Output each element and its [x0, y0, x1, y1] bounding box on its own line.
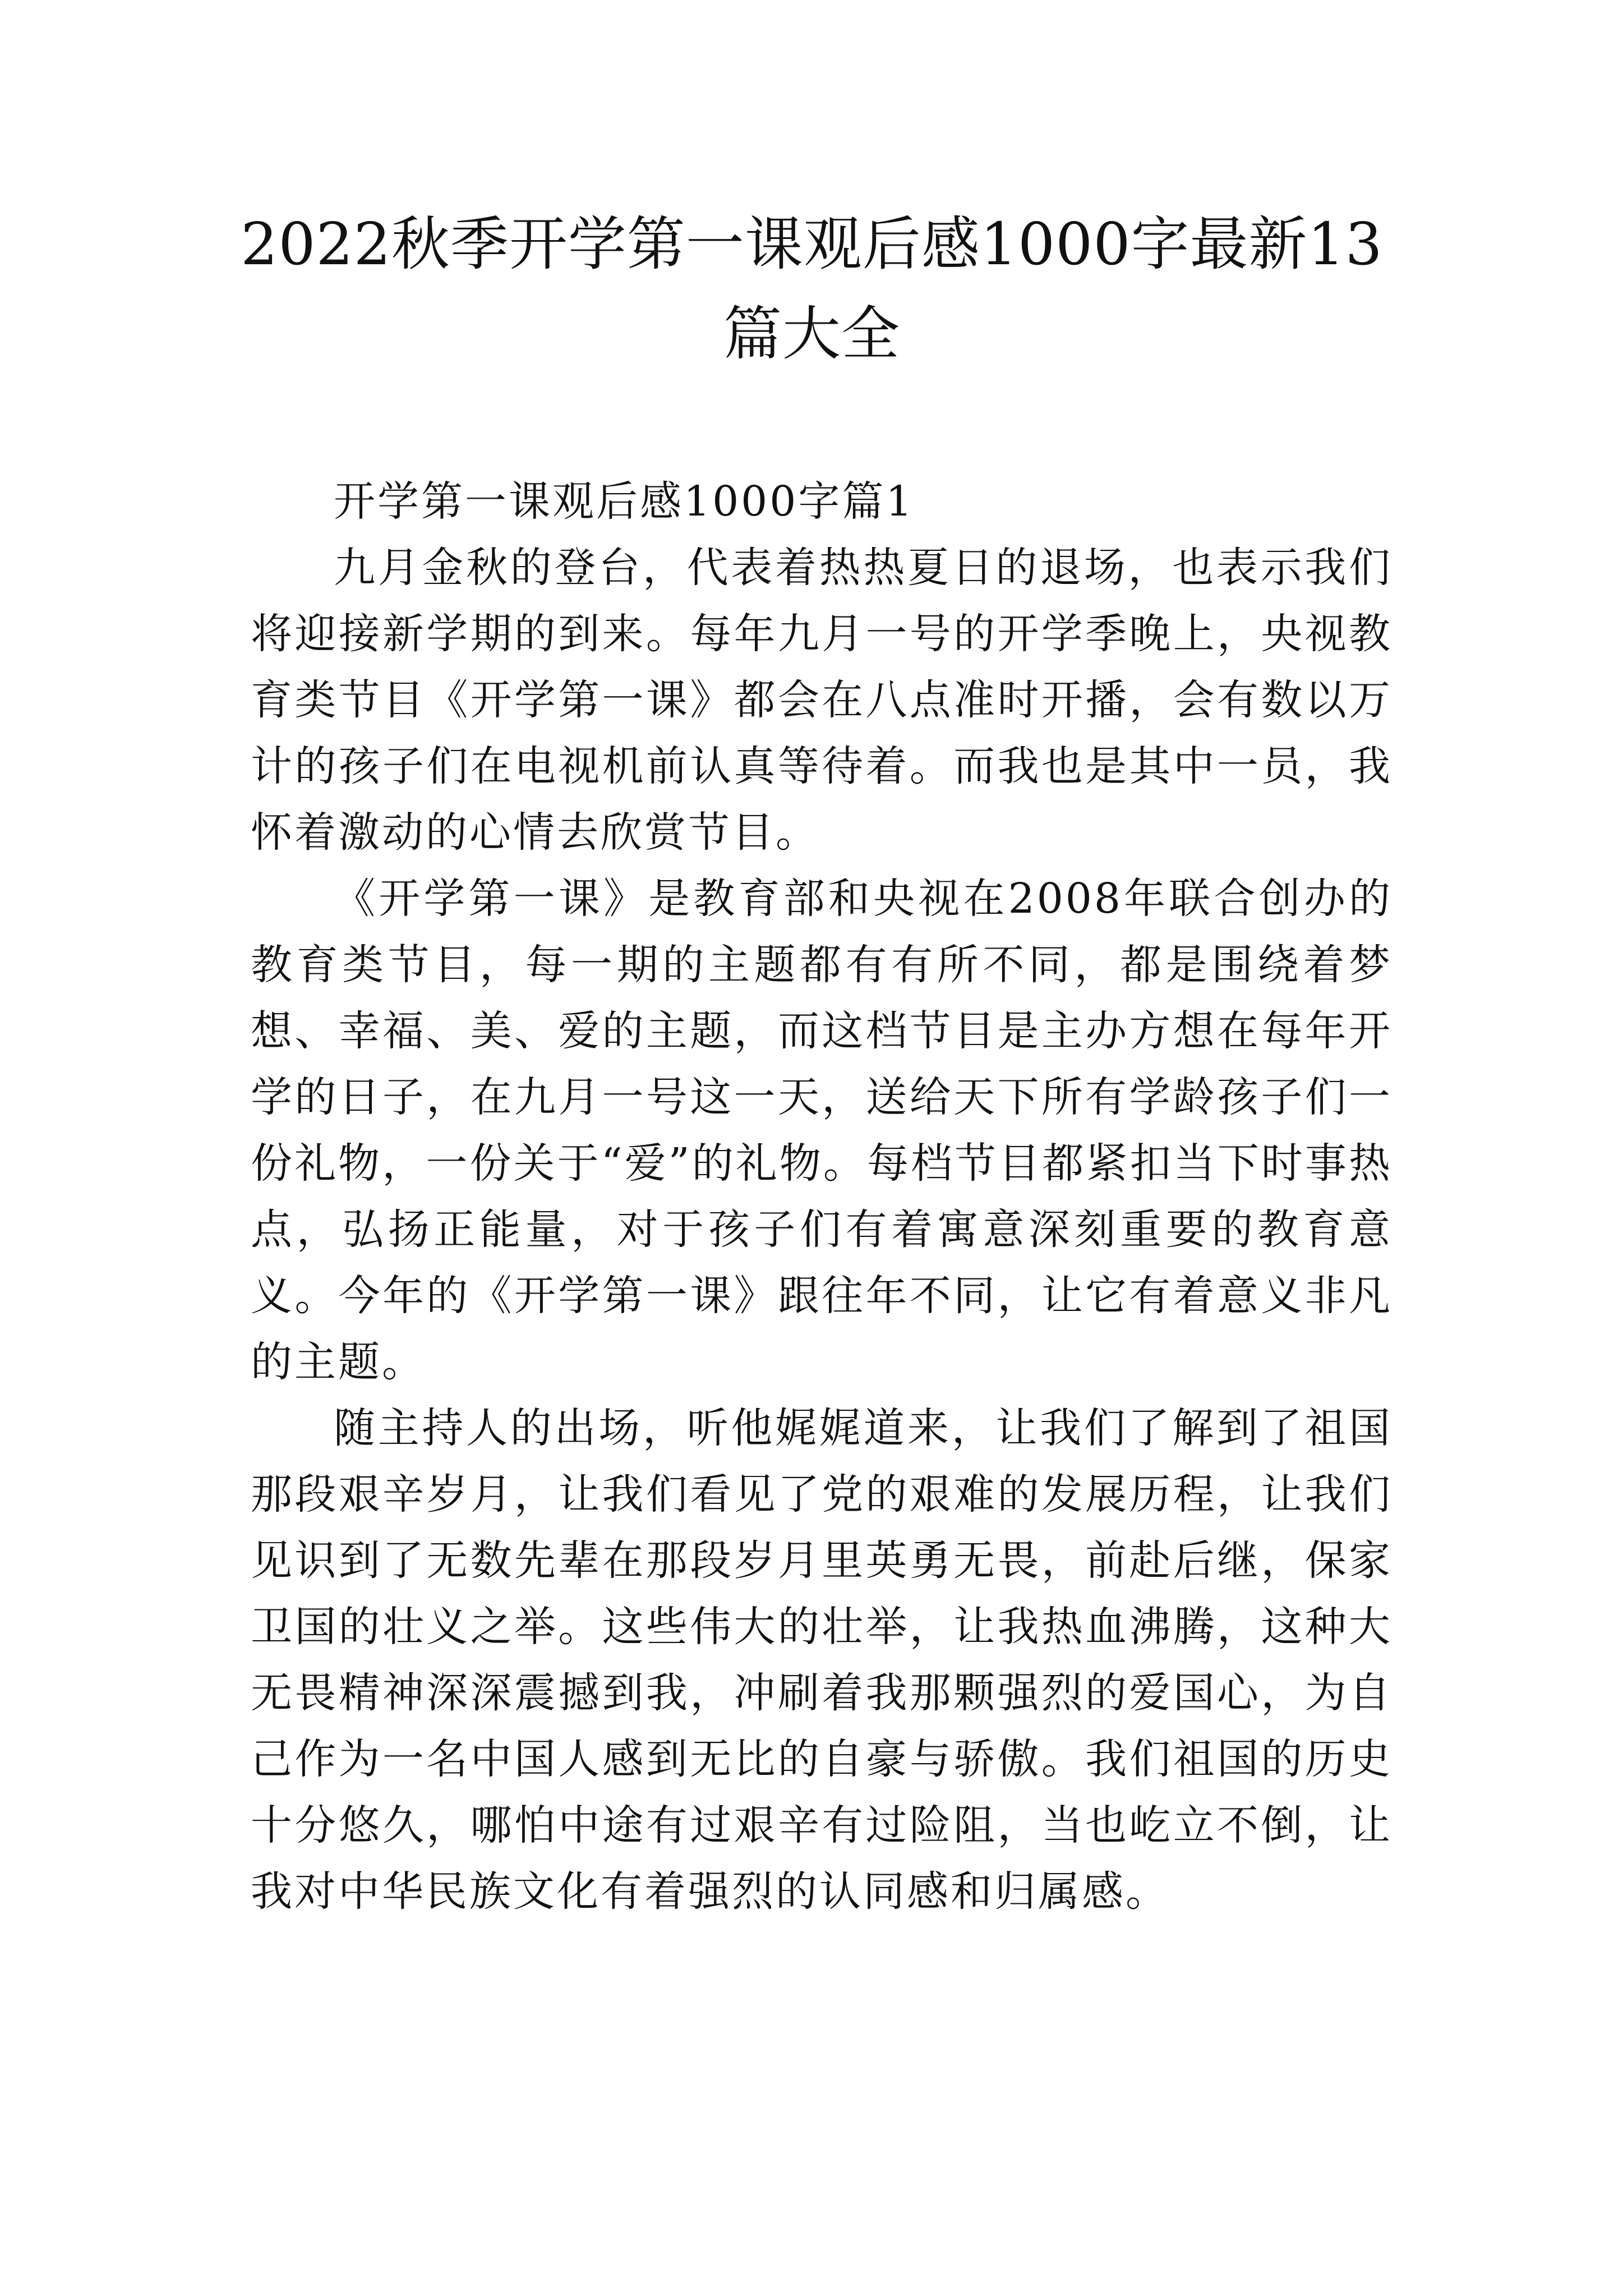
paragraph: 九月金秋的登台，代表着热热夏日的退场，也表示我们将迎接新学期的到来。每年九月一号的开学季晚上，央视教育类节目《开学第一课》都会在八点准时开播，会有数以万计的孩子们在电视机前认真等待着。而我也是其中一员，我怀着激动的心情去欣赏节目。: [251, 544, 1393, 857]
paragraph: 《开学第一课》是教育部和央视在2008年联合创办的教育类节目，每一期的主题都有有所不同，都是围绕着梦想、幸福、美、爱的主题，而这档节目是主办方想在每年开学的日子，在九月一号这一天，送给天下所有学龄孩子们一份礼物，一份关于“爱”的礼物。每档节目都紧扣当下时事热点，弘扬正能量，对于孩子们有着寓意深刻重要的教育意义。今年的《开学第一课》跟往年不同，让它有着意义非凡的主题。: [251, 875, 1393, 1386]
document-title: 2022秋季开学第一课观后感1000字最新13篇大全: [241, 210, 1383, 368]
document-body: [251, 468, 1393, 1925]
paragraph: 随主持人的出场，听他娓娓道来，让我们了解到了祖国那段艰辛岁月，让我们看见了党的艰难的发展历程，让我们见识到了无数先辈在那段岁月里英勇无畏，前赴后继，保家卫国的壮义之举。这些伟大的壮举，让我热血沸腾，这种大无畏精神深深震撼到我，冲刷着我那颗强烈的爱国心，为自己作为一名中国人感到无比的自豪与骄傲。我们祖国的历史十分悠久，哪怕中途有过艰辛有过险阻，当也屹立不倒，让我对中华民族文化有着强烈的认同感和归属感。: [251, 1404, 1393, 1916]
section-heading: 开学第一课观后感1000字篇1: [334, 477, 915, 526]
